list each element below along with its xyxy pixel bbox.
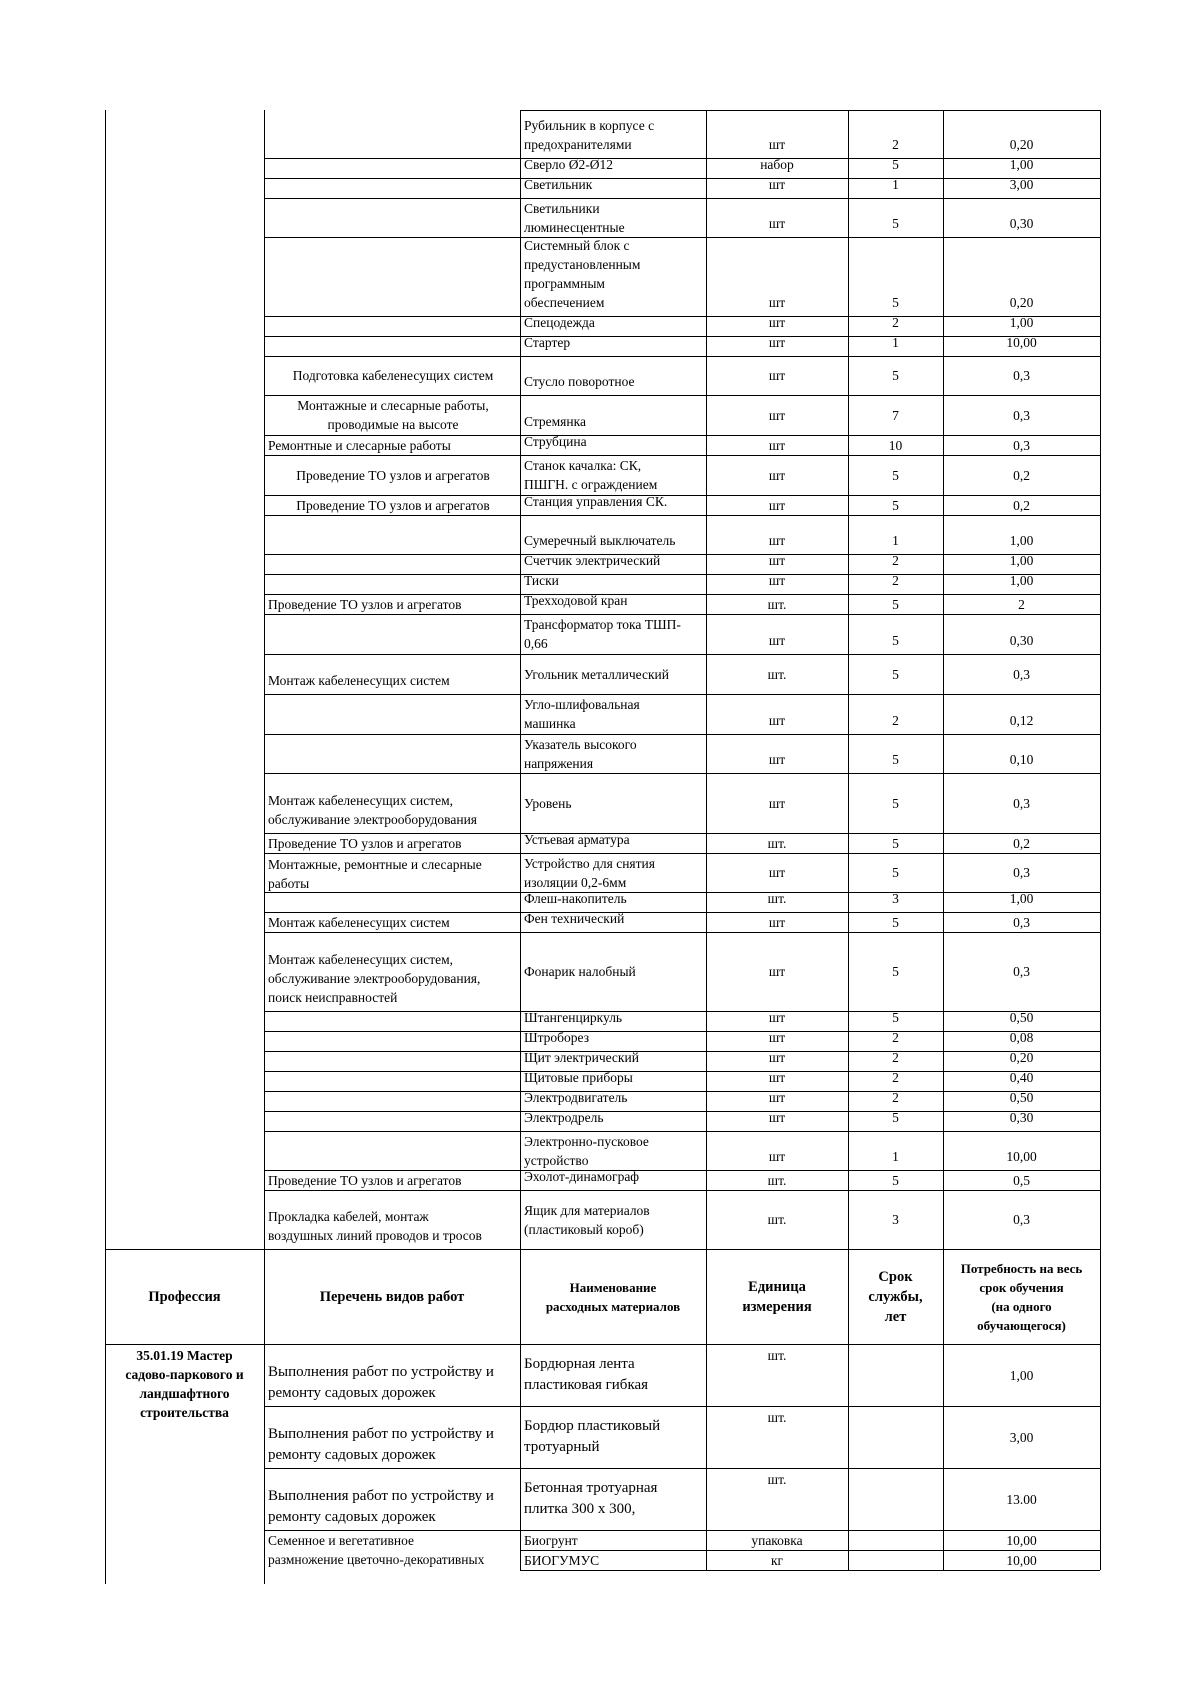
unit-value: шт xyxy=(768,1149,786,1164)
material-name: Флеш-накопитель xyxy=(524,891,627,906)
life-value: 5 xyxy=(892,633,899,648)
table-rule xyxy=(264,356,1100,357)
header-works xyxy=(264,1249,520,1344)
material-name: устройство xyxy=(524,1152,589,1168)
header-line: Наименование xyxy=(569,1279,657,1295)
unit-value: шт. xyxy=(767,835,787,851)
material-name: Светильник xyxy=(524,177,593,192)
unit-value: шт. xyxy=(767,1348,787,1363)
material-name: тротуарный xyxy=(524,1439,600,1455)
header-line: Срок xyxy=(878,1268,913,1285)
table-rule xyxy=(264,773,1100,774)
work-type-text: Монтажные, ремонтные и слесарные xyxy=(268,857,482,872)
header-line: Потребность на весь xyxy=(960,1260,1083,1276)
work-type-text: Выполнения работ по устройству и xyxy=(268,1488,494,1504)
material-name: обеспечением xyxy=(524,295,605,310)
table-rule xyxy=(264,1468,1100,1469)
unit-value: шт. xyxy=(767,891,787,906)
table-rule xyxy=(105,1344,1100,1345)
life-value: 2 xyxy=(892,1050,899,1065)
unit-value: кг xyxy=(770,1552,784,1568)
work-type-text: размножение цветочно-декоративных xyxy=(268,1552,485,1567)
unit-value: шт. xyxy=(767,1410,787,1425)
life-value: 5 xyxy=(892,596,899,612)
table-rule xyxy=(848,1249,849,1570)
unit-value: шт xyxy=(768,177,786,192)
unit-value: упаковка xyxy=(751,1532,803,1548)
life-value: 2 xyxy=(892,1030,899,1045)
material-name: Устьевая арматура xyxy=(524,832,630,847)
need-value: 0,30 xyxy=(1009,1110,1034,1125)
life-value: 5 xyxy=(892,835,899,851)
life-value: 5 xyxy=(892,368,899,383)
need-value: 0,2 xyxy=(1013,835,1030,851)
need-value: 1,00 xyxy=(1009,573,1034,588)
material-name: предохранителями xyxy=(524,137,632,152)
material-name: Стусло поворотное xyxy=(524,374,635,389)
life-value: 1 xyxy=(892,533,899,548)
table-rule xyxy=(520,1249,521,1570)
life-value: 2 xyxy=(892,1090,899,1105)
life-value: 2 xyxy=(892,315,899,330)
life-value: 3 xyxy=(892,891,899,906)
need-value: 0,30 xyxy=(1009,216,1034,231)
header-line: службы, xyxy=(868,1288,923,1305)
table-rule xyxy=(943,110,944,1249)
unit-value: шт xyxy=(768,437,786,453)
life-value: 5 xyxy=(892,1172,899,1188)
table-rule xyxy=(1100,1249,1101,1570)
material-name: Штангенциркуль xyxy=(524,1010,623,1025)
material-name: Щит электрический xyxy=(524,1050,639,1065)
life-value: 5 xyxy=(892,157,899,172)
table-rule xyxy=(520,110,1100,111)
life-value: 5 xyxy=(892,1010,899,1025)
table-rule xyxy=(520,1570,1100,1571)
need-value: 0,20 xyxy=(1009,295,1034,310)
material-name: Угольник металлический xyxy=(524,666,669,682)
work-type-text: проводимые на высоте xyxy=(327,417,459,432)
unit-value: шт xyxy=(768,216,786,231)
unit-value: шт xyxy=(768,335,786,350)
need-value: 0,3 xyxy=(1013,1212,1030,1227)
material-name: Бордюр пластиковый xyxy=(524,1418,661,1434)
material-name: Фен технический xyxy=(524,911,625,926)
unit-value: шт xyxy=(768,137,786,152)
unit-value: шт. xyxy=(767,1172,787,1188)
work-type-text: Монтаж кабеленесущих систем, xyxy=(268,952,454,967)
life-value: 5 xyxy=(892,497,899,513)
material-name: Счетчик электрический xyxy=(524,553,661,568)
header-line: расходных материалов xyxy=(545,1298,681,1314)
unit-value: шт. xyxy=(767,666,787,682)
unit-value: шт xyxy=(768,1050,786,1065)
work-type-text: Проведение ТО узлов и агрегатов xyxy=(268,596,462,612)
need-value: 0,50 xyxy=(1009,1010,1034,1025)
life-value: 5 xyxy=(892,914,899,930)
work-type-text: работы xyxy=(268,876,310,891)
material-name: Трехходовой кран xyxy=(524,593,628,608)
material-name: Электродвигатель xyxy=(524,1090,628,1105)
life-value: 2 xyxy=(892,713,899,728)
material-name: Сумеречный выключатель xyxy=(524,533,676,548)
unit-value: шт xyxy=(768,752,786,767)
profession-name: 35.01.19 Мастер xyxy=(136,1348,233,1363)
unit-value: шт xyxy=(768,407,786,423)
work-type-text: ремонту садовых дорожек xyxy=(268,1509,436,1525)
header-line: Профессия xyxy=(148,1288,221,1305)
unit-value: шт xyxy=(768,497,786,513)
table-rule xyxy=(706,110,707,1249)
header-profession xyxy=(105,1249,264,1344)
material-name: Указатель высокого xyxy=(524,736,637,752)
material-name: пластиковая гибкая xyxy=(524,1377,649,1393)
material-name: Угло-шлифовальная xyxy=(524,697,640,712)
header-line: измерения xyxy=(742,1298,812,1315)
unit-value: шт xyxy=(768,633,786,648)
material-name: Сверло Ø2-Ø12 xyxy=(524,157,613,172)
need-value: 0,3 xyxy=(1013,407,1030,423)
unit-value: шт xyxy=(768,1010,786,1025)
table-rule xyxy=(264,1190,1100,1191)
material-name: Стремянка xyxy=(524,414,586,429)
unit-value: шт xyxy=(768,467,786,483)
material-name: Станция управления СК. xyxy=(524,494,668,509)
work-type-text: Прокладка кабелей, монтаж xyxy=(268,1209,429,1224)
material-name: люминесцентные xyxy=(524,219,625,235)
material-name: Электронно-пусковое xyxy=(524,1133,649,1149)
unit-value: шт xyxy=(768,795,786,811)
need-value: 0,2 xyxy=(1013,467,1030,483)
unit-value: шт xyxy=(768,865,786,880)
material-name: БИОГУМУС xyxy=(524,1552,600,1568)
need-value: 0,12 xyxy=(1009,713,1034,728)
work-type-text: ремонту садовых дорожек xyxy=(268,1385,436,1401)
material-name: напряжения xyxy=(524,755,594,771)
material-name: Устройство для снятия xyxy=(524,855,655,871)
profession-name: садово-паркового и xyxy=(125,1367,244,1382)
header-line: (на одного xyxy=(991,1298,1052,1314)
life-value: 2 xyxy=(892,553,899,568)
work-type-text: Выполнения работ по устройству и xyxy=(268,1426,494,1442)
header-unit xyxy=(706,1249,848,1344)
life-value: 5 xyxy=(892,467,899,483)
unit-value: шт xyxy=(768,713,786,728)
need-value: 1,00 xyxy=(1009,891,1034,906)
need-value: 0,3 xyxy=(1013,368,1030,383)
table-rule xyxy=(264,1406,1100,1407)
work-type-text: Монтаж кабеленесущих систем, xyxy=(268,793,454,808)
life-value: 2 xyxy=(892,573,899,588)
material-name: Уровень xyxy=(524,795,572,811)
table-rule xyxy=(848,110,849,1249)
material-name: 0,66 xyxy=(524,636,548,651)
life-value: 5 xyxy=(892,964,899,979)
need-value: 0,3 xyxy=(1013,964,1030,979)
header-materials xyxy=(520,1249,706,1344)
work-type-text: Проведение ТО узлов и агрегатов xyxy=(296,497,490,513)
material-name: Спецодежда xyxy=(524,315,595,330)
work-type-text: обслуживание электрооборудования xyxy=(268,812,478,827)
material-name: плитка 300 х 300, xyxy=(524,1501,636,1517)
work-type-text: поиск неисправностей xyxy=(268,990,398,1005)
table-rule xyxy=(943,1249,944,1570)
table-rule xyxy=(264,932,1100,933)
work-type-text: Семенное и вегетативное xyxy=(268,1533,415,1548)
need-value: 13.00 xyxy=(1006,1491,1037,1507)
unit-value: шт xyxy=(768,295,786,310)
material-name: Рубильник в корпусе с xyxy=(524,118,655,133)
need-value: 0,20 xyxy=(1009,1050,1034,1065)
material-name: Трансформатор тока ТШП- xyxy=(524,617,681,632)
material-name: Бордюрная лента xyxy=(524,1356,635,1372)
work-type-text: ремонту садовых дорожек xyxy=(268,1447,436,1463)
material-name: Тиски xyxy=(524,573,559,588)
need-value: 0,30 xyxy=(1009,633,1034,648)
life-value: 3 xyxy=(892,1212,899,1227)
work-type-text: Монтаж кабеленесущих систем xyxy=(268,673,450,688)
need-value: 3,00 xyxy=(1009,1429,1034,1445)
unit-value: шт xyxy=(768,1070,786,1085)
work-type-text: воздушных линий проводов и тросов xyxy=(268,1228,482,1243)
table-rule xyxy=(105,1249,106,1584)
life-value: 1 xyxy=(892,1149,899,1164)
need-value: 10,00 xyxy=(1006,1149,1037,1164)
need-value: 1,00 xyxy=(1009,315,1034,330)
material-name: Струбцина xyxy=(524,434,587,449)
unit-value: шт. xyxy=(767,1212,787,1227)
need-value: 0,2 xyxy=(1013,497,1030,513)
table-rule xyxy=(264,654,1100,655)
need-value: 3,00 xyxy=(1009,177,1034,192)
life-value: 5 xyxy=(892,666,899,682)
material-name: Системный блок с xyxy=(524,238,630,253)
material-name: Светильники xyxy=(524,200,600,216)
life-value: 5 xyxy=(892,752,899,767)
table-rule xyxy=(105,110,106,1249)
header-line: обучающегося) xyxy=(977,1317,1066,1333)
material-name: Станок качалка: СК, xyxy=(524,458,642,473)
work-type-text: Проведение ТО узлов и агрегатов xyxy=(268,835,462,851)
need-value: 0,10 xyxy=(1009,752,1034,767)
need-value: 1,00 xyxy=(1009,1367,1034,1383)
table-rule xyxy=(520,110,521,1249)
header-line: срок обучения xyxy=(979,1279,1064,1295)
unit-value: шт xyxy=(768,1090,786,1105)
work-type-text: Проведение ТО узлов и агрегатов xyxy=(268,1172,462,1188)
life-value: 5 xyxy=(892,295,899,310)
header-life xyxy=(848,1249,943,1344)
need-value: 0,40 xyxy=(1009,1070,1034,1085)
need-value: 0,3 xyxy=(1013,666,1030,682)
life-value: 1 xyxy=(892,177,899,192)
header-line: Единица xyxy=(748,1278,806,1295)
life-value: 2 xyxy=(892,1070,899,1085)
material-name: Эхолот-динамограф xyxy=(524,1169,640,1184)
unit-value: шт xyxy=(768,533,786,548)
need-value: 2 xyxy=(1018,596,1025,612)
profession-name: строительства xyxy=(140,1405,229,1420)
material-name: Бетонная тротуарная xyxy=(524,1480,658,1496)
life-value: 10 xyxy=(888,437,903,453)
work-type-text: Выполнения работ по устройству и xyxy=(268,1364,494,1380)
life-value: 1 xyxy=(892,335,899,350)
need-value: 0,5 xyxy=(1013,1172,1030,1188)
table-rule xyxy=(264,1249,265,1584)
unit-value: набор xyxy=(760,157,794,172)
life-value: 2 xyxy=(892,137,899,152)
need-value: 10,00 xyxy=(1006,1552,1037,1568)
work-type-text: обслуживание электрооборудования, xyxy=(268,971,481,986)
life-value: 5 xyxy=(892,865,899,880)
need-value: 0,08 xyxy=(1009,1030,1034,1045)
unit-value: шт xyxy=(768,964,786,979)
material-name: Биогрунт xyxy=(524,1532,578,1548)
work-type-text: Подготовка кабеленесущих систем xyxy=(292,368,494,383)
work-type-text: Проведение ТО узлов и агрегатов xyxy=(296,467,490,483)
life-value: 5 xyxy=(892,795,899,811)
header-need xyxy=(943,1249,1100,1344)
table-rule xyxy=(264,110,265,1249)
unit-value: шт. xyxy=(767,1472,787,1487)
unit-value: шт xyxy=(768,368,786,383)
need-value: 10,00 xyxy=(1006,1532,1037,1548)
material-name: ПШГН. с ограждением xyxy=(524,477,658,492)
material-name: Штроборез xyxy=(524,1030,590,1045)
material-name: изоляции 0,2-6мм xyxy=(524,874,627,890)
need-value: 1,00 xyxy=(1009,533,1034,548)
unit-value: шт xyxy=(768,1030,786,1045)
need-value: 0,3 xyxy=(1013,795,1030,811)
need-value: 0,3 xyxy=(1013,437,1030,453)
table-rule xyxy=(1100,110,1101,1249)
table-rule xyxy=(706,1249,707,1570)
need-value: 1,00 xyxy=(1009,553,1034,568)
material-name: предустановленным xyxy=(524,257,641,272)
life-value: 5 xyxy=(892,1110,899,1125)
material-name: Щитовые приборы xyxy=(524,1070,633,1085)
need-value: 1,00 xyxy=(1009,157,1034,172)
material-name: Электродрель xyxy=(524,1110,604,1125)
life-value: 7 xyxy=(892,407,899,423)
unit-value: шт xyxy=(768,914,786,930)
profession-name: ландшафтного xyxy=(139,1386,230,1401)
unit-value: шт xyxy=(768,573,786,588)
need-value: 0,50 xyxy=(1009,1090,1034,1105)
unit-value: шт xyxy=(768,315,786,330)
material-name: Фонарик налобный xyxy=(524,964,636,979)
need-value: 0,3 xyxy=(1013,914,1030,930)
header-line: лет xyxy=(884,1308,907,1325)
unit-value: шт xyxy=(768,1110,786,1125)
unit-value: шт. xyxy=(767,596,787,612)
material-name: машинка xyxy=(524,716,576,731)
material-name: (пластиковый короб) xyxy=(524,1221,644,1237)
unit-value: шт xyxy=(768,553,786,568)
material-name: Стартер xyxy=(524,335,571,350)
work-type-text: Ремонтные и слесарные работы xyxy=(268,437,451,453)
table-rule xyxy=(264,515,1100,516)
need-value: 0,3 xyxy=(1013,865,1030,880)
material-name: Ящик для материалов xyxy=(524,1202,650,1218)
material-name: программным xyxy=(524,276,605,291)
work-type-text: Монтажные и слесарные работы, xyxy=(297,398,489,413)
header-line: Перечень видов работ xyxy=(319,1288,465,1305)
work-type-text: Монтаж кабеленесущих систем xyxy=(268,914,450,930)
need-value: 10,00 xyxy=(1006,335,1037,350)
need-value: 0,20 xyxy=(1009,137,1034,152)
life-value: 5 xyxy=(892,216,899,231)
